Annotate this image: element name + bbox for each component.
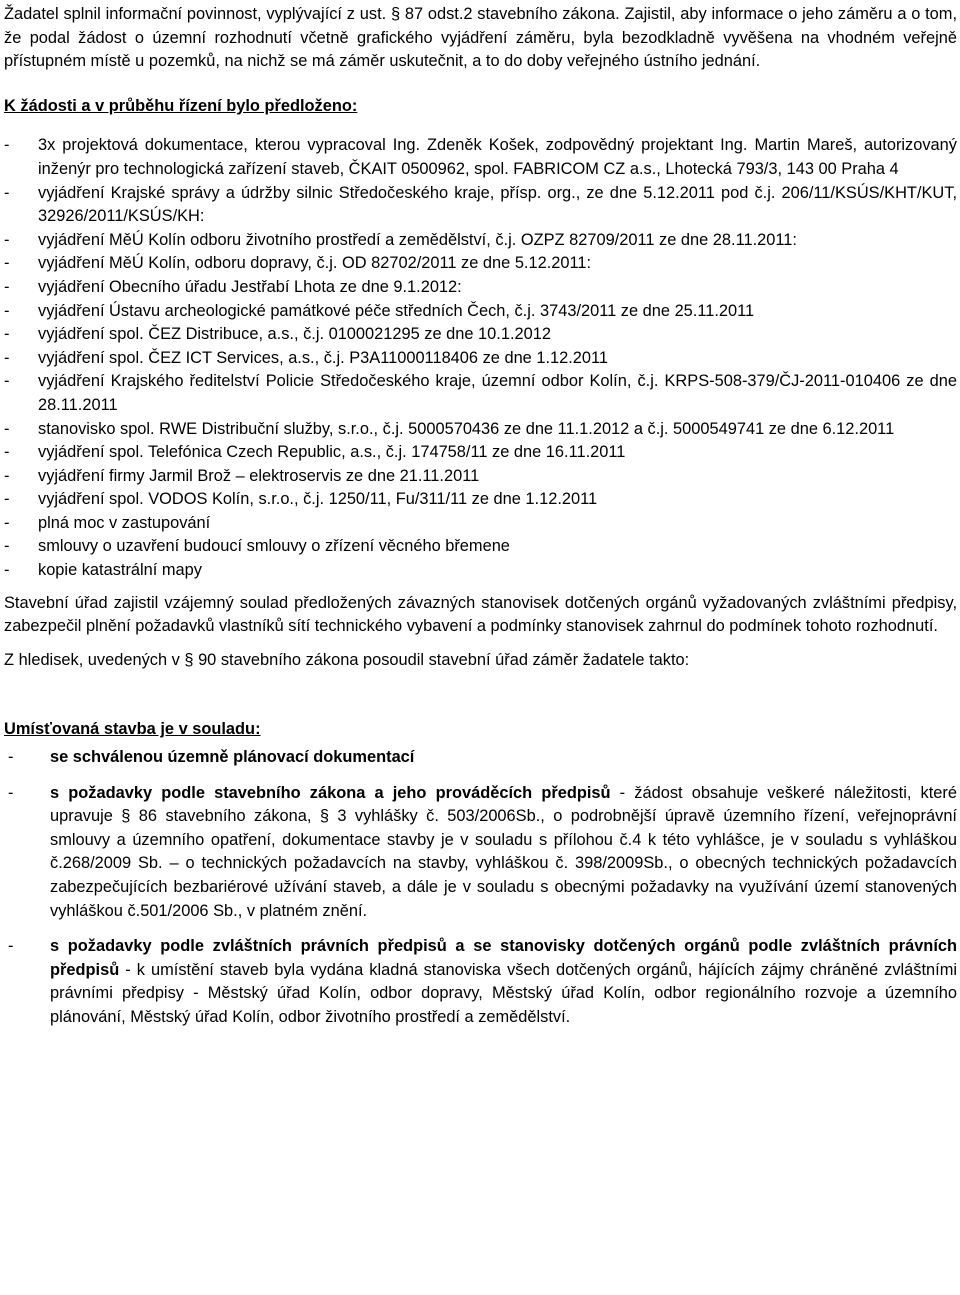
compliance-heading: Umísťovaná stavba je v souladu: bbox=[4, 720, 261, 739]
dash-bullet: - bbox=[4, 513, 10, 532]
intro-paragraph: Žadatel splnil informační povinnost, vyplývající z ust. § 87 odst.2 stavebního zákona. Zajistil, aby informace o jeho záměru a o tom, že podal žádost o územní rozhodnutí včetně grafického vyjádření záměru, byla bezodkladně vyvěšena na vhodném veřejně přístupném místě u pozemků, na nichž se má záměr uskutečnit, a to do doby veřejného ústního jednání. bbox=[4, 5, 957, 71]
dash-bullet: - bbox=[4, 301, 10, 320]
compliance-item bbox=[4, 746, 957, 770]
list-item: - vyjádření spol. ČEZ ICT Services, a.s., č.j. P3A11000118406 ze dne 1.12.2011 bbox=[4, 347, 957, 371]
list-item: - stanovisko spol. RWE Distribuční služby, s.r.o., č.j. 5000570436 ze dne 11.1.2012 a č.j. 5000549741 ze dne 6.12.2011 bbox=[4, 418, 957, 442]
list-item: - vyjádření MěÚ Kolín odboru životního prostředí a zemědělství, č.j. OZPZ 82709/2011 ze dne 28.11.2011: bbox=[4, 229, 957, 253]
dash-bullet: - bbox=[4, 325, 10, 344]
compliance-item bbox=[4, 935, 957, 1029]
compliance-paragraph: Stavební úřad zajistil vzájemný soulad předložených závazných stanovisek dotčených orgánů vyžadovaných zvláštními předpisy, zabezpečil plnění požadavků vlastníků sítí technického vybavení a podmínky stanovisek zahrnul do podmínek tohoto rozhodnutí. bbox=[4, 593, 957, 636]
compliance-list bbox=[4, 746, 957, 1030]
dash-bullet: - bbox=[8, 937, 14, 956]
dash-bullet: - bbox=[4, 561, 10, 580]
dash-bullet: - bbox=[4, 230, 10, 249]
list-item: - plná moc v zastupování bbox=[4, 512, 957, 536]
dash-bullet: - bbox=[4, 254, 10, 273]
dash-bullet: - bbox=[4, 537, 10, 556]
list-item: - vyjádření Obecního úřadu Jestřabí Lhota ze dne 9.1.2012: bbox=[4, 276, 957, 300]
list-item: - vyjádření spol. Telefónica Czech Republic, a.s., č.j. 174758/11 ze dne 16.11.2011 bbox=[4, 441, 957, 465]
dash-bullet: - bbox=[4, 348, 10, 367]
list-item: - vyjádření Krajské správy a údržby silnic Středočeského kraje, přísp. org., ze dne 5.12.2011 pod č.j. 206/11/KSÚS/KHT/KUT, 32926/2011/KSÚS/KH: bbox=[4, 183, 957, 226]
dash-bullet: - bbox=[8, 748, 14, 767]
list-item: - vyjádření MěÚ Kolín, odboru dopravy, č.j. OD 82702/2011 ze dne 5.12.2011: bbox=[4, 252, 957, 276]
list-item: - kopie katastrální mapy bbox=[4, 559, 957, 583]
compliance-item bbox=[4, 782, 957, 924]
dash-bullet: - bbox=[4, 183, 10, 202]
dash-bullet: - bbox=[8, 783, 14, 802]
dash-bullet: - bbox=[4, 466, 10, 485]
compliance-item-text: - k umístění staveb byla vydána kladná stanoviska všech dotčených orgánů, hájících zájmy chráněné zvláštními právními předpisy - Městský úřad Kolín, odbor dopravy, Městský úřad Kolín, odbor regionálního rozvoje a územního plánování, Městský úřad Kolín, odbor životního prostředí a zemědělství. bbox=[50, 960, 957, 1026]
list-item: - smlouvy o uzavření budoucí smlouvy o zřízení věcného břemene bbox=[4, 535, 957, 559]
dash-bullet: - bbox=[4, 277, 10, 296]
submitted-heading: K žádosti a v průběhu řízení bylo předloženo: bbox=[4, 96, 358, 115]
list-item: - vyjádření spol. ČEZ Distribuce, a.s., č.j. 0100021295 ze dne 10.1.2012 bbox=[4, 323, 957, 347]
compliance-item-text: - žádost obsahuje veškeré náležitosti, které upravuje § 86 stavebního zákona, § 3 vyhlášky č. 503/2006Sb., o podrobnější úpravě územního řízení, veřejnoprávní smlouvy a územního opatření, dokumentace stavby je v souladu s přílohou č.4 k této vyhlášce, je v souladu s vyhláškou č.268/2009 Sb. – o technických požadavcích na stavby, vyhláškou č. 398/2009Sb., o obecných technických požadavcích zabezpečujících bezbariérové užívání staveb, a dále je v souladu s obecnými požadavky na využívání území stanovených vyhláškou č.501/2006 Sb., v platném znění. bbox=[50, 783, 958, 920]
assessment-paragraph: Z hledisek, uvedených v § 90 stavebního zákona posoudil stavební úřad záměr žadatele takto: bbox=[4, 650, 690, 669]
dash-bullet: - bbox=[4, 490, 10, 509]
submitted-documents-list bbox=[4, 134, 957, 582]
dash-bullet: - bbox=[4, 136, 10, 155]
list-item: - vyjádření spol. VODOS Kolín, s.r.o., č.j. 1250/11, Fu/311/11 ze dne 1.12.2011 bbox=[4, 488, 957, 512]
compliance-item-title: se schválenou územně plánovací dokumentací bbox=[50, 748, 415, 767]
dash-bullet: - bbox=[4, 443, 10, 462]
compliance-item-title: s požadavky podle zvláštních právních předpisů a se stanovisky dotčených orgánů podle zvláštních právních předpisů bbox=[50, 937, 957, 979]
dash-bullet: - bbox=[4, 372, 10, 391]
list-item: - 3x projektová dokumentace, kterou vypracoval Ing. Zdeněk Košek, zodpovědný projektant Ing. Martin Mareš, autorizovaný inženýr pro technologická zařízení staveb, ČKAIT 0500962, spol. FABRICOM CZ a.s., Lhotecká 793/3, 143 00 Praha 4 bbox=[4, 136, 957, 178]
compliance-item-title: s požadavky podle stavebního zákona a jeho prováděcích předpisů bbox=[50, 783, 611, 802]
list-item: - vyjádření Ústavu archeologické památkové péče středních Čech, č.j. 3743/2011 ze dne 25.11.2011 bbox=[4, 300, 957, 324]
list-item: - vyjádření Krajského ředitelství Policie Středočeského kraje, územní odbor Kolín, č.j. KRPS-508-379/ČJ-2011-010406 ze dne 28.11.2011 bbox=[4, 372, 957, 414]
dash-bullet: - bbox=[4, 419, 10, 438]
list-item: - vyjádření firmy Jarmil Brož – elektroservis ze dne 21.11.2011 bbox=[4, 465, 957, 489]
